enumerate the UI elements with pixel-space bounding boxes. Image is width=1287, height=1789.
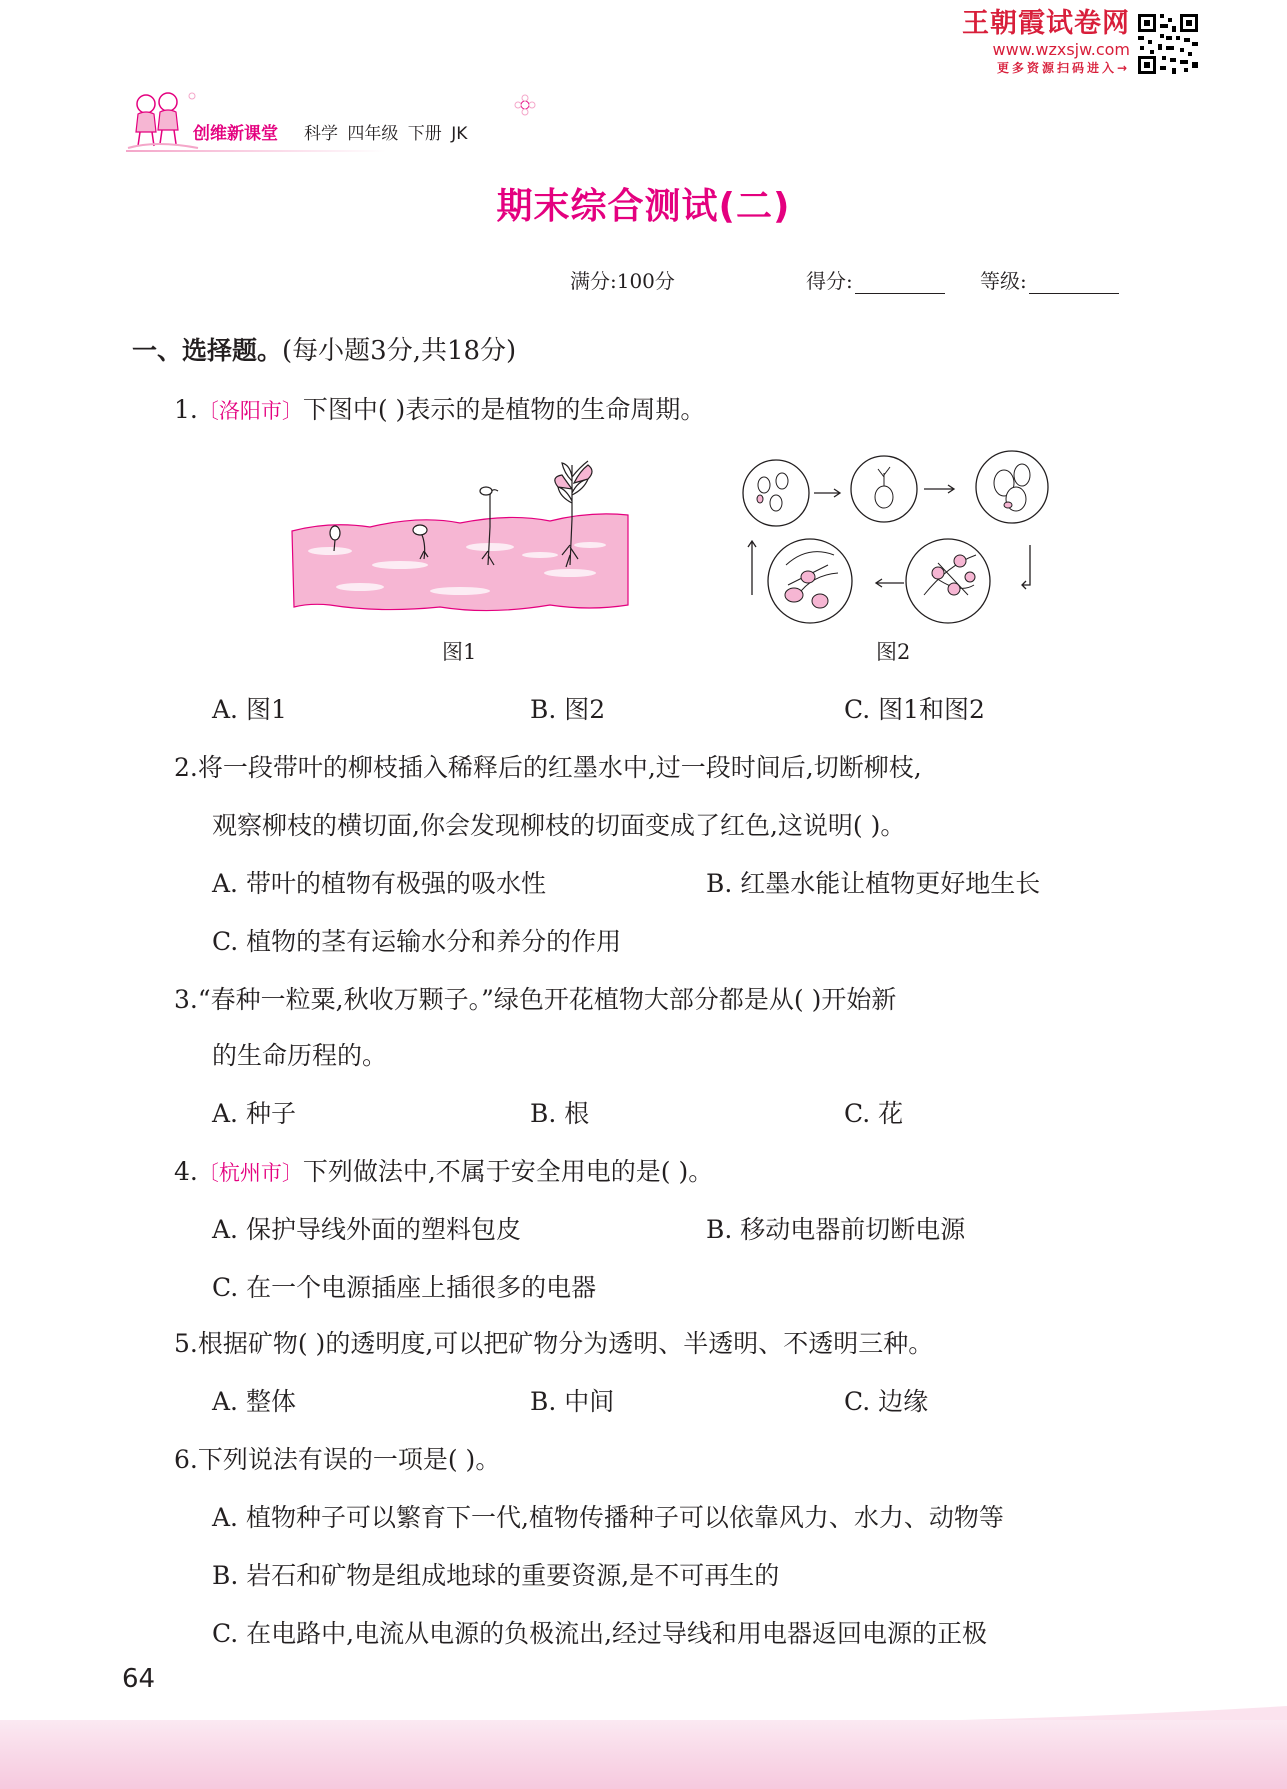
question-5	[174, 1324, 933, 1360]
question-1	[174, 390, 705, 426]
q1-stem: 下图中( )表示的是植物的生命周期。	[302, 395, 706, 424]
grade-label: 等级:	[980, 269, 1027, 293]
q6-number: 6.	[174, 1445, 198, 1474]
q3-number: 3.	[174, 985, 198, 1014]
figure-2-caption: 图2	[876, 640, 911, 664]
figure-1-caption: 图1	[442, 640, 477, 664]
full-marks: 满分:100分	[570, 269, 675, 293]
brand-block	[940, 8, 1130, 76]
q1-number: 1.	[174, 395, 198, 424]
q5-option-b[interactable]: B. 中间	[530, 1387, 615, 1416]
q2-option-a[interactable]: A. 带叶的植物有极强的吸水性	[212, 869, 546, 898]
kids-logo-icon	[126, 90, 201, 152]
q4-option-b[interactable]: B. 移动电器前切断电源	[706, 1215, 966, 1244]
q4-number: 4.	[174, 1157, 198, 1186]
question-6	[174, 1440, 500, 1476]
grade-blank[interactable]	[1029, 273, 1119, 294]
q3-option-a[interactable]: A. 种子	[212, 1099, 296, 1128]
q2-line1: 将一段带叶的柳枝插入稀释后的红墨水中,过一段时间后,切断柳枝,	[197, 753, 922, 782]
q5-option-c[interactable]: C. 边缘	[844, 1387, 929, 1416]
q1-option-c[interactable]: C. 图1和图2	[844, 695, 985, 724]
page-number: 64	[122, 1664, 156, 1694]
q4-source: 〔杭州市〕	[197, 1161, 303, 1185]
figure-1-germination	[290, 455, 630, 615]
figure-2-life-cycle	[738, 445, 1056, 635]
series-tag: 创维新课堂	[193, 124, 278, 144]
flower-decoration-icon	[512, 92, 538, 118]
book-info: 科学 四年级 下册 JK	[304, 124, 468, 144]
q4-option-a[interactable]: A. 保护导线外面的塑料包皮	[212, 1215, 521, 1244]
q1-source: 〔洛阳市〕	[197, 399, 303, 423]
section-title: 一、选择题。	[132, 336, 283, 365]
q2-line2: 观察柳枝的横切面,你会发现柳枝的切面变成了红色,这说明( )。	[212, 811, 906, 840]
question-4	[174, 1152, 713, 1188]
q5-stem: 根据矿物( )的透明度,可以把矿物分为透明、半透明、不透明三种。	[197, 1329, 934, 1358]
question-3	[174, 980, 896, 1016]
q3-option-c[interactable]: C. 花	[844, 1099, 904, 1128]
score-field[interactable]	[806, 265, 945, 294]
q2-number: 2.	[174, 753, 198, 782]
q6-option-c[interactable]: C. 在电路中,电流从电源的负极流出,经过导线和用电器返回电源的正极	[212, 1619, 988, 1648]
q5-number: 5.	[174, 1329, 198, 1358]
grade-field[interactable]	[980, 265, 1119, 294]
q3-option-b[interactable]: B. 根	[530, 1099, 590, 1128]
q4-stem: 下列做法中,不属于安全用电的是( )。	[302, 1157, 714, 1186]
q1-option-b[interactable]: B. 图2	[530, 695, 606, 724]
header-divider	[126, 150, 386, 152]
score-blank[interactable]	[855, 273, 945, 294]
q6-stem: 下列说法有误的一项是( )。	[197, 1445, 501, 1474]
q2-option-b[interactable]: B. 红墨水能让植物更好地生长	[706, 869, 1041, 898]
brand-name: 王朝霞试卷网	[962, 8, 1130, 39]
page-title: 期末综合测试(二)	[496, 186, 791, 227]
q5-option-a[interactable]: A. 整体	[212, 1387, 296, 1416]
q4-option-c[interactable]: C. 在一个电源插座上插很多的电器	[212, 1273, 597, 1302]
q1-option-a[interactable]: A. 图1	[212, 695, 287, 724]
q6-option-b[interactable]: B. 岩石和矿物是组成地球的重要资源,是不可再生的	[212, 1561, 780, 1590]
score-label: 得分:	[806, 269, 853, 293]
q2-option-c[interactable]: C. 植物的茎有运输水分和养分的作用	[212, 927, 622, 956]
brand-hint: 更多资源扫码进入→	[996, 61, 1130, 75]
section-note: (每小题3分,共18分)	[282, 336, 517, 366]
question-2	[174, 748, 922, 784]
footer-band	[0, 1720, 1287, 1789]
section-heading	[132, 330, 516, 367]
brand-url[interactable]: www.wzxsjw.com	[992, 40, 1130, 59]
q3-line1: “春种一粒粟,秋收万颗子。”绿色开花植物大部分都是从( )开始新	[197, 985, 897, 1014]
q3-line2: 的生命历程的。	[212, 1041, 388, 1070]
q6-option-a[interactable]: A. 植物种子可以繁育下一代,植物传播种子可以依靠风力、水力、动物等	[212, 1503, 1004, 1532]
qr-code-icon[interactable]	[1136, 12, 1200, 76]
